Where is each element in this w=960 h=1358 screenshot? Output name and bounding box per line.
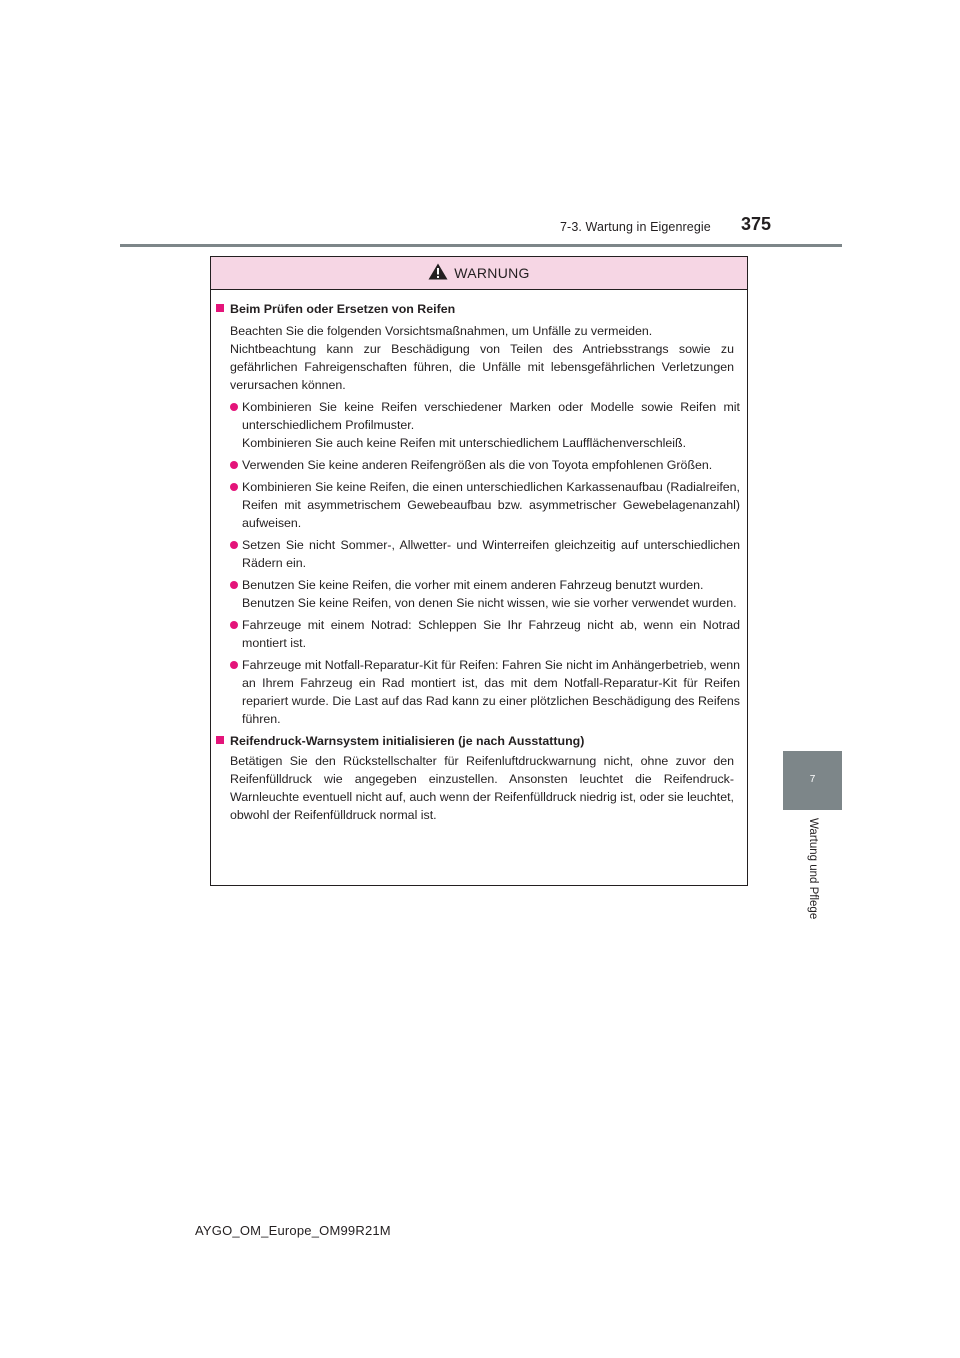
list-item [230,536,740,572]
chapter-title-vertical: Wartung und Pflege [807,818,819,920]
warning-triangle-icon [428,263,448,280]
intro-line: Beachten Sie die folgenden Vorsichtsmaßnahmen, um Unfälle zu vermeiden. [230,324,653,338]
section-intro [230,322,740,394]
circle-bullet-icon [230,621,238,629]
section-heading-text: Reifendruck-Warnsystem initialisieren (je nach Ausstattung) [230,734,585,748]
warning-title: WARNUNG [454,265,530,281]
section-heading-tpms [216,732,740,750]
bullet-line: Benutzen Sie keine Reifen, von denen Sie nicht wissen, wie sie vorher verwendet wurden. [242,596,737,610]
warning-header [211,257,747,290]
circle-bullet-icon [230,541,238,549]
list-item [230,576,740,612]
bullet-line: Benutzen Sie keine Reifen, die vorher mit einem anderen Fahrzeug benutzt wurden. [242,578,704,592]
circle-bullet-icon [230,483,238,491]
warning-bullet-list [230,398,740,728]
list-item [230,456,740,474]
header-rule [120,244,842,247]
list-item [230,478,740,532]
footer-document-id: AYGO_OM_Europe_OM99R21M [195,1223,391,1238]
circle-bullet-icon [230,461,238,469]
list-item [230,398,740,452]
section-text: Betätigen Sie den Rückstellschalter für Reifenluftdruckwarnung nicht, ohne zuvor den Reifenfülldruck wie angegeben einzustellen. Ansonsten leuchtet die Reifendruck-Warnleuchte eventuell nicht auf, auch wenn der Reifenfülldruck niedrig ist, oder sie leuchtet, obwohl der Reifenfülldruck normal ist. [230,754,734,822]
warning-body [211,290,747,824]
circle-bullet-icon [230,661,238,669]
bullet-line: Fahrzeuge mit Notfall-Reparatur-Kit für Reifen: Fahren Sie nicht im Anhängerbetrieb, wenn an Ihrem Fahrzeug ein Rad montiert ist, das mit dem Notfall-Reparatur-Kit für Reifen repariert wurde. Die Last auf das Rad kann zu einer plötzlichen Beschädigung des Reifens führen. [242,658,740,726]
square-bullet-icon [216,736,224,744]
bullet-line: Setzen Sie nicht Sommer-, Allwetter- und Winterreifen gleichzeitig auf unterschiedlichen Rädern ein. [242,538,740,570]
chapter-tab-number: 7 [809,774,816,785]
intro-line: Nichtbeachtung kann zur Beschädigung von Teilen des Antriebsstrangs sowie zu gefährlichen Fahreigenschaften führen, die Unfälle mit lebensgefährlichen Verletzungen verursachen können. [230,342,734,392]
list-item [230,656,740,728]
circle-bullet-icon [230,403,238,411]
bullet-line: Kombinieren Sie keine Reifen verschiedener Marken oder Modelle sowie Reifen mit unterschiedlichem Profilmuster. [242,400,740,432]
bullet-line: Kombinieren Sie keine Reifen, die einen unterschiedlichen Karkassenaufbau (Radialreifen, Reifen mit asymmetrischem Gewebeaufbau bzw. asymmetrischer Gewebelagenanzahl) aufweisen. [242,480,740,530]
bullet-line: Verwenden Sie keine anderen Reifengrößen als die von Toyota empfohlenen Größen. [242,458,713,472]
page-number: 375 [741,214,772,234]
section-heading-text: Beim Prüfen oder Ersetzen von Reifen [230,302,456,316]
bullet-line: Fahrzeuge mit einem Notrad: Schleppen Sie Ihr Fahrzeug nicht ab, wenn ein Notrad montiert ist. [242,618,740,650]
warning-box [210,256,748,886]
chapter-tab[interactable] [783,751,842,810]
circle-bullet-icon [230,581,238,589]
header-section-title: 7-3. Wartung in Eigenregie [560,220,711,234]
section-heading-tires [216,300,740,318]
bullet-line: Kombinieren Sie auch keine Reifen mit unterschiedlichem Laufflächenverschleiß. [242,436,687,450]
list-item [230,616,740,652]
square-bullet-icon [216,304,224,312]
